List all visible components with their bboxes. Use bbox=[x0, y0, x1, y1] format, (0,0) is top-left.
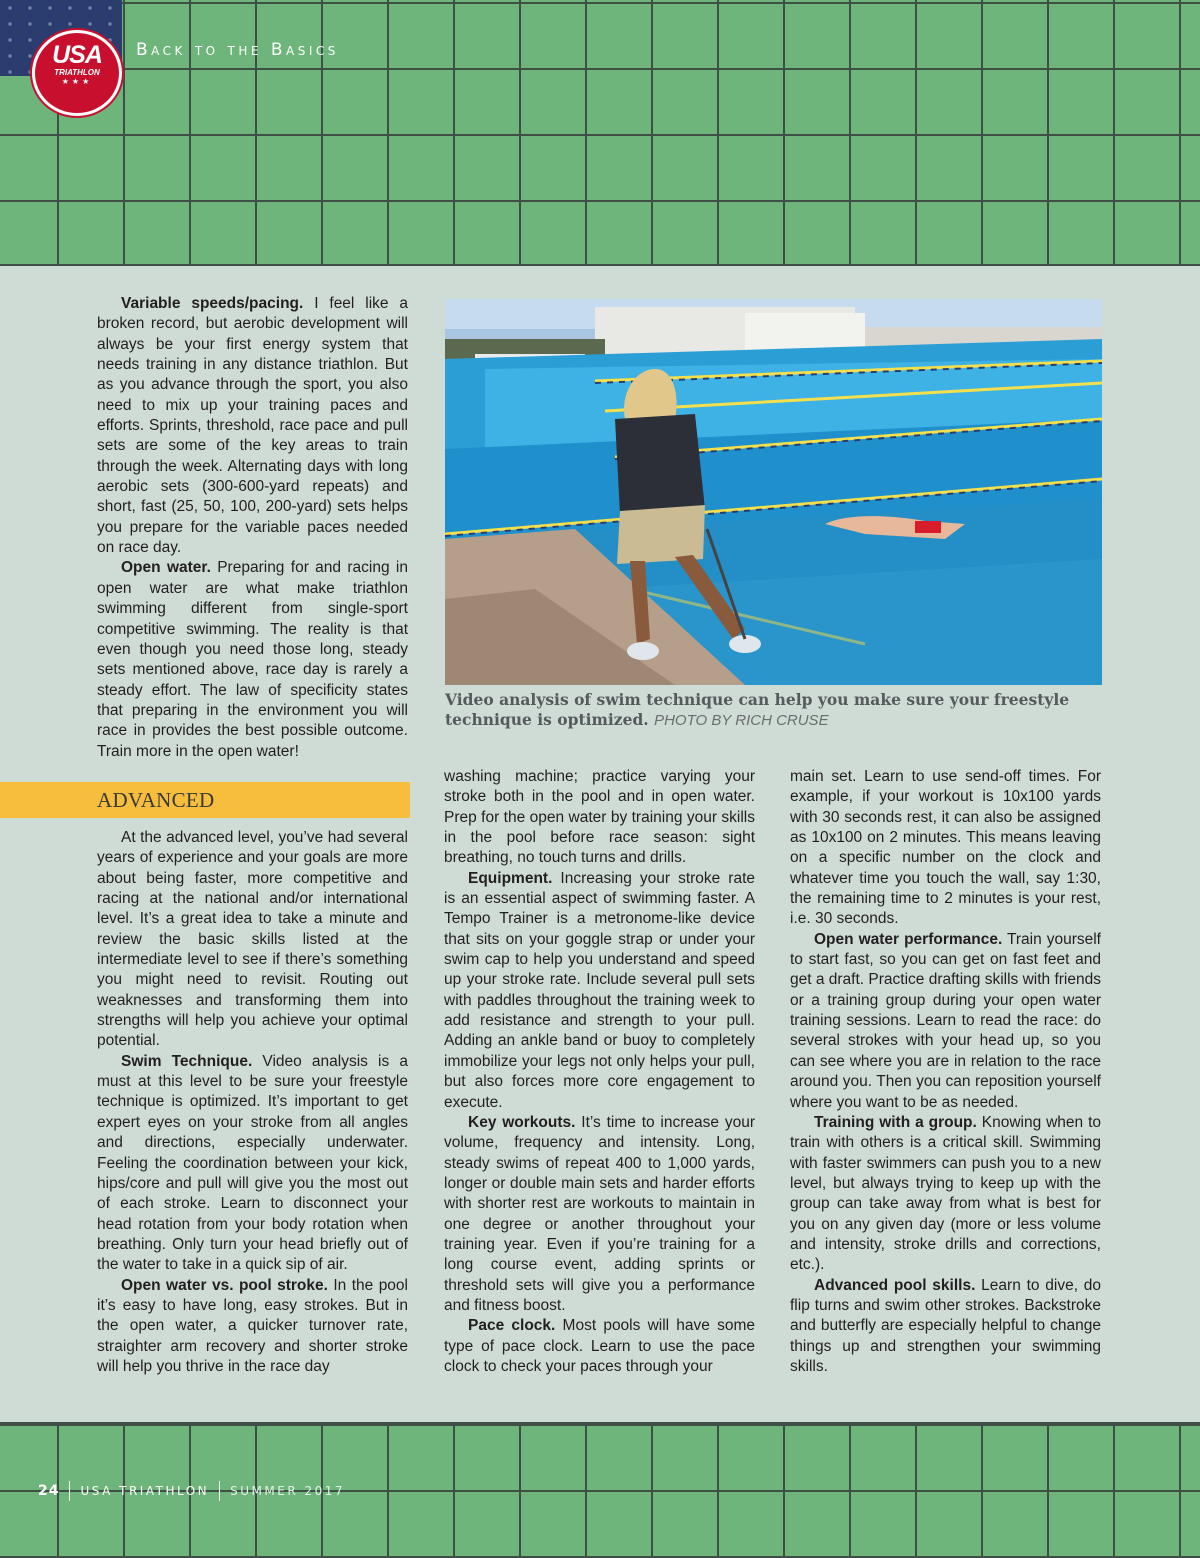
subhead-swim-technique: Swim Technique. bbox=[121, 1052, 253, 1070]
subhead-open-water-performance: Open water performance. bbox=[814, 930, 1003, 948]
column-1-upper: Variable speeds/pacing. I feel like a broken record, but aerobic development will always be your first energy system that needs training in any distance triathlon. But as you advance through the sport, you also need to mix up your training paces and efforts. Sprints, threshold, race pace and pull sets are some of the key areas to train through the week. Alternating days with long aerobic sets (300-600-yard repeats) and short, fast (25, 50, 100, 200-yard) sets helps you prepare for the variable paces needed on race day. Open water. Preparing for and racing in open water are what make triathlon swimming different from single-sport competitive swimming. The reality is that even though you need those long, steady sets mentioned above, race day is rarely a steady effort. The law of specificity states that preparing in the environment you will race in provides the best possible outcome. Train more in the open water! bbox=[97, 295, 409, 760]
column-1-lower: At the advanced level, you’ve had several years of experience and your goals are more about being faster, more competitive and racing at the national and/or international level. It’s a great idea to take a minute and review the basic skills listed at the intermediate level to see if there’s something you might need to revisit. Routing out weaknesses and transforming them into strengths will help you achieve your optimal potential. Swim Technique. Video analysis is a must at this level to be sure your freestyle technique is optimized. It’s important to get expert eyes on your stroke from all angles and directions, especially underwater. Feeling the coordination between your kick, hips/core and pull will give you the most out of each stroke. Learn to disconnect your head rotation from your body rotation when breathing. Only turn your head briefly out of the water to take in a quick sip of air. Open water vs. pool stroke. In the pool it’s easy to have long, easy strokes. But in the open water, a quicker turnover rate, straighter arm recovery and shorter stroke will help you thrive in the race day bbox=[97, 829, 408, 1375]
subhead-pace-clock: Pace clock. bbox=[468, 1317, 556, 1335]
page-number: 24 bbox=[38, 1483, 60, 1499]
logo-stars-icon: ★★★ bbox=[61, 77, 93, 86]
footer-divider bbox=[69, 1481, 70, 1501]
subhead-equipment: Equipment. bbox=[468, 869, 553, 887]
subhead-variable-speeds: Variable speeds/pacing. bbox=[121, 295, 304, 312]
footer-divider bbox=[219, 1481, 220, 1501]
pool-photo bbox=[445, 299, 1102, 685]
magazine-name: USA TRIATHLON bbox=[80, 1484, 210, 1498]
subhead-key-workouts: Key workouts. bbox=[468, 1113, 576, 1131]
page-footer bbox=[38, 1481, 345, 1501]
subhead-open-water: Open water. bbox=[121, 559, 211, 577]
column-2: washing machine; practice varying your stroke both in the pool and in open water. Prep for the open water by training your skills in the pool before race season: sight breathing, no touch turns and drills. Equipment. Increasing your stroke rate is an essential aspect of swimming faster. A Tempo Trainer is a metronome-like device that sits on your goggle strap or under your swim cap to help you understand and speed up your stroke rate. Include several pull sets with paddles throughout the training week to add resistance and strength to your pull. Adding an ankle band or buoy to completely immobilize your legs not only helps your pull, but also forces more core engagement to execute. Key workouts. It’s time to increase your volume, frequency and intensity. Long, steady swims of repeat 400 to 1,000 yards, longer or double main sets and harder efforts with shorter rest are workouts to maintain in one degree or another throughout your training year. Even if you’re training for a long course event, adding sprints or threshold sets will give you a performance and fitness boost. Pace clock. Most pools will have some type of pace clock. Learn to use the pace clock to check your paces through your bbox=[444, 768, 755, 1375]
advanced-heading-bar bbox=[0, 782, 410, 818]
advanced-heading: ADVANCED bbox=[97, 788, 215, 812]
column-3: main set. Learn to use send-off times. For example, if your workout is 10x100 yards with 30 seconds rest, it can also be assigned as 10x100 on 2 minutes. This means leaving on a specific number on the clock and whatever time you touch the wall, say 1:30, the remaining time to 2 minutes is your rest, i.e. 30 seconds. Open water performance. Train yourself to start fast, so you can get on fast feet and get a draft. Practice drafting skills with friends or a training group during your open water training sessions. Learn to read the race: do several strokes with your head up, so you can see where you are in relation to the race around you. Then you can reposition yourself where you want to be as needed. Training with a group. Knowing when to train with others is a critical skill. Swimming with faster swimmers can push you to a new level, but always trying to keep up with the group can take away from what is best for you on any given day (more or less volume and intensity, stroke drills and corrections, etc.). Advanced pool skills. Learn to dive, do flip turns and swim other strokes. Backstroke and butterfly are especially helpful to change things up and strengthen your swimming skills. bbox=[790, 768, 1102, 1375]
issue-date: SUMMER 2017 bbox=[230, 1484, 346, 1498]
usa-triathlon-logo: USA TRIATHLON ★★★ bbox=[32, 30, 122, 116]
section-title: Back to the Basics bbox=[136, 40, 339, 60]
photo-caption: Video analysis of swim technique can help you make sure your freestyle technique is optimized. PHOTO BY RICH CRUSE bbox=[445, 690, 1070, 729]
subhead-open-water-vs-pool: Open water vs. pool stroke. bbox=[121, 1276, 328, 1294]
subhead-training-with-group: Training with a group. bbox=[814, 1113, 977, 1131]
subhead-advanced-pool-skills: Advanced pool skills. bbox=[814, 1276, 976, 1294]
photo-credit: PHOTO BY RICH CRUSE bbox=[654, 712, 829, 729]
